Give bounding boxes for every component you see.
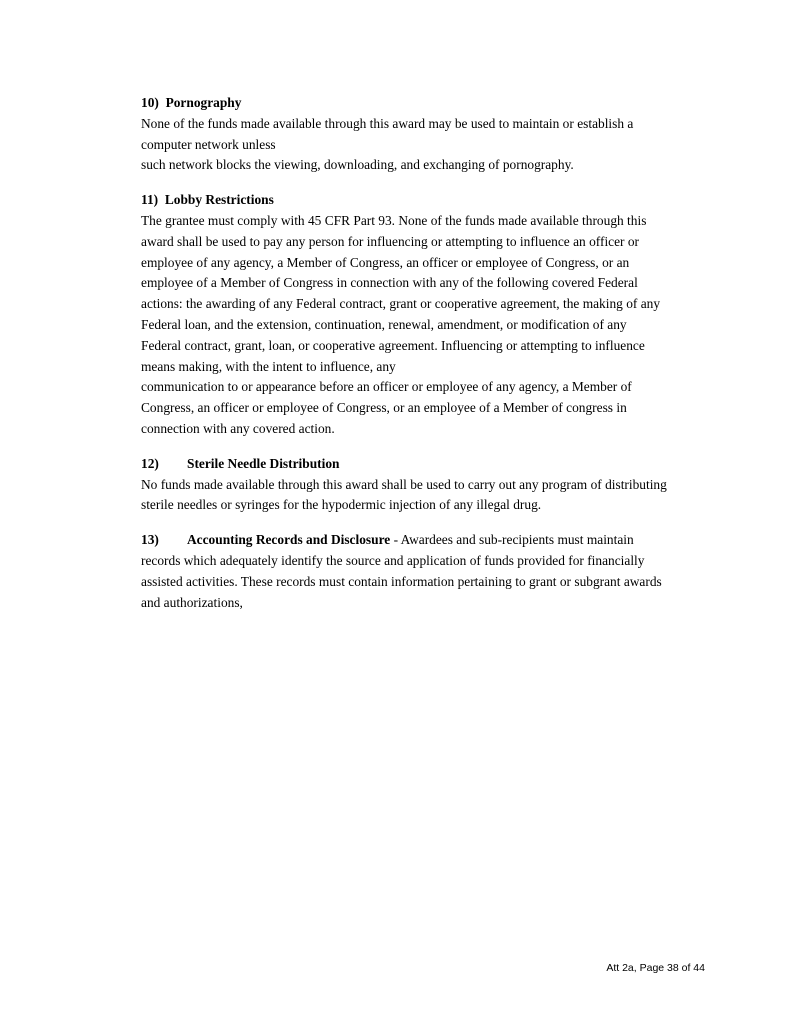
page-footer: Att 2a, Page 38 of 44 [606, 962, 705, 974]
paragraph-line: Federal loan, and the extension, continuation, renewal, amendment, or modification of any [141, 316, 627, 332]
section-title: Pornography [165, 95, 242, 110]
paragraph-line: sterile needles or syringes for the hypodermic injection of any illegal drug. [141, 497, 542, 513]
section-accounting-records [141, 530, 721, 613]
section-heading [141, 454, 721, 475]
paragraph-line: Federal contract, grant, loan, or cooperative agreement. Influencing or attempting to influence [141, 337, 645, 353]
section-heading-line [141, 530, 721, 551]
section-heading [141, 190, 721, 211]
paragraph-line: None of the funds made available through this award may be used to maintain or establish a [141, 115, 634, 131]
section-number: 10) [141, 95, 159, 110]
paragraph-line: employee of a Member of Congress in connection with any of the following covered Federal [141, 275, 638, 291]
paragraph-line: assisted activities. These records must contain information pertaining to grant or subgrant awards [141, 573, 662, 589]
paragraph-line: employee of any agency, a Member of Congress, an officer or employee of Congress, or an [141, 254, 630, 270]
paragraph-line: award shall be used to pay any person for influencing or attempting to influence an officer or [141, 233, 640, 249]
paragraph-line: such network blocks the viewing, downloading, and exchanging of pornography. [141, 157, 574, 173]
paragraph-line: computer network unless [141, 136, 276, 152]
section-title: Sterile Needle Distribution [187, 455, 340, 471]
section-lobby-restrictions [141, 190, 721, 440]
section-title: Accounting Records and Disclosure [187, 532, 391, 548]
paragraph-line: means making, with the intent to influence, any [141, 358, 396, 374]
paragraph-line: Congress, an officer or employee of Congress, or an employee of a Member of congress in [141, 400, 627, 416]
section-number: 13) [141, 532, 159, 548]
paragraph-line: actions: the awarding of any Federal contract, grant or cooperative agreement, the making of any [141, 296, 661, 312]
paragraph-line: connection with any covered action. [141, 420, 335, 436]
paragraph-line: communication to or appearance before an officer or employee of any agency, a Member of [141, 379, 632, 395]
section-number: 12) [141, 455, 159, 471]
document-body [141, 93, 721, 627]
paragraph-line: and authorizations, [141, 594, 243, 610]
section-pornography [141, 93, 721, 176]
paragraph-line: No funds made available through this award shall be used to carry out any program of distributing [141, 476, 667, 492]
section-heading [141, 93, 721, 114]
section-intro-text: - Awardees and sub-recipients must maintain [390, 532, 634, 548]
paragraph-line: The grantee must comply with 45 CFR Part 93. None of the funds made available through this [141, 212, 647, 228]
section-number: 11) [141, 192, 159, 208]
section-sterile-needle-distribution [141, 454, 721, 516]
paragraph-line: records which adequately identify the source and application of funds provided for financially [141, 552, 645, 568]
section-title: Lobby Restrictions [164, 192, 274, 208]
